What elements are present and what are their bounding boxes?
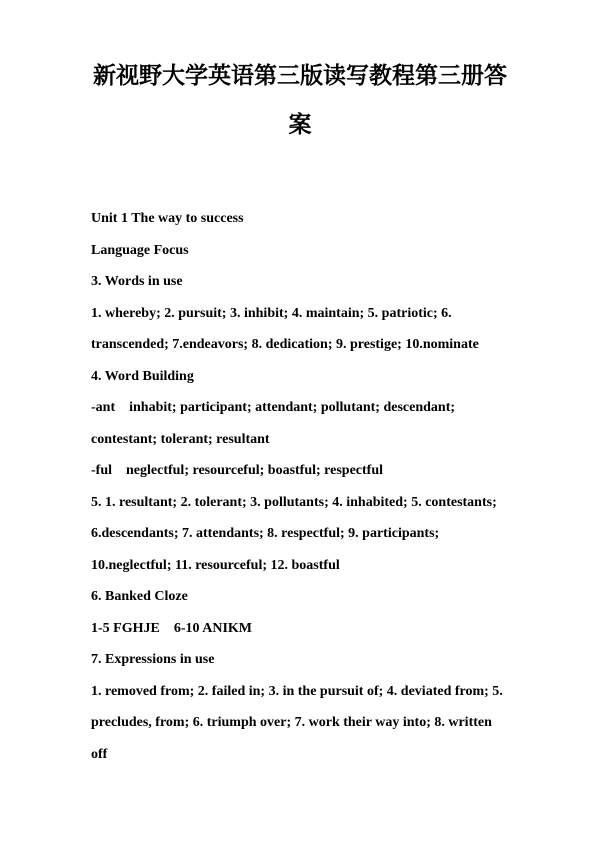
word-building-answers-line-3: 10.neglectful; 11. resourceful; 12. boastful (91, 558, 340, 573)
expressions-in-use-answers-line-3: off (91, 747, 108, 762)
expressions-in-use-answers-line-1: 1. removed from; 2. failed in; 3. in the pursuit of; 4. deviated from; 5. (91, 684, 503, 699)
words-in-use-answers-line-2: transcended; 7.endeavors; 8. dedication; 9. prestige; 10.nominate (91, 337, 479, 352)
unit-heading: Unit 1 The way to success (91, 211, 244, 226)
expressions-in-use-heading: 7. Expressions in use (91, 652, 215, 667)
words-in-use-answers-line-1: 1. whereby; 2. pursuit; 3. inhibit; 4. maintain; 5. patriotic; 6. (91, 306, 452, 321)
document-title-line-1: 新视野大学英语第三版读写教程第三册答 (93, 63, 507, 89)
word-building-ful-line: -ful neglectful; resourceful; boastful; respectful (91, 463, 384, 478)
word-building-answers-line-1: 5. 1. resultant; 2. tolerant; 3. pollutants; 4. inhabited; 5. contestants; (91, 495, 497, 510)
expressions-in-use-answers-line-2: precludes, from; 6. triumph over; 7. work their way into; 8. written (91, 715, 492, 730)
word-building-answers-line-2: 6.descendants; 7. attendants; 8. respectful; 9. participants; (91, 526, 440, 541)
section-heading: Language Focus (91, 243, 189, 258)
words-in-use-heading: 3. Words in use (91, 274, 183, 289)
banked-cloze-heading: 6. Banked Cloze (91, 589, 188, 604)
word-building-heading: 4. Word Building (91, 369, 194, 384)
word-building-ant-line-2: contestant; tolerant; resultant (91, 432, 270, 447)
banked-cloze-answers: 1-5 FGHJE 6-10 ANIKM (91, 621, 252, 636)
document-title-line-2: 案 (288, 112, 312, 138)
word-building-ant-line-1: -ant inhabit; participant; attendant; pollutant; descendant; (91, 400, 456, 415)
